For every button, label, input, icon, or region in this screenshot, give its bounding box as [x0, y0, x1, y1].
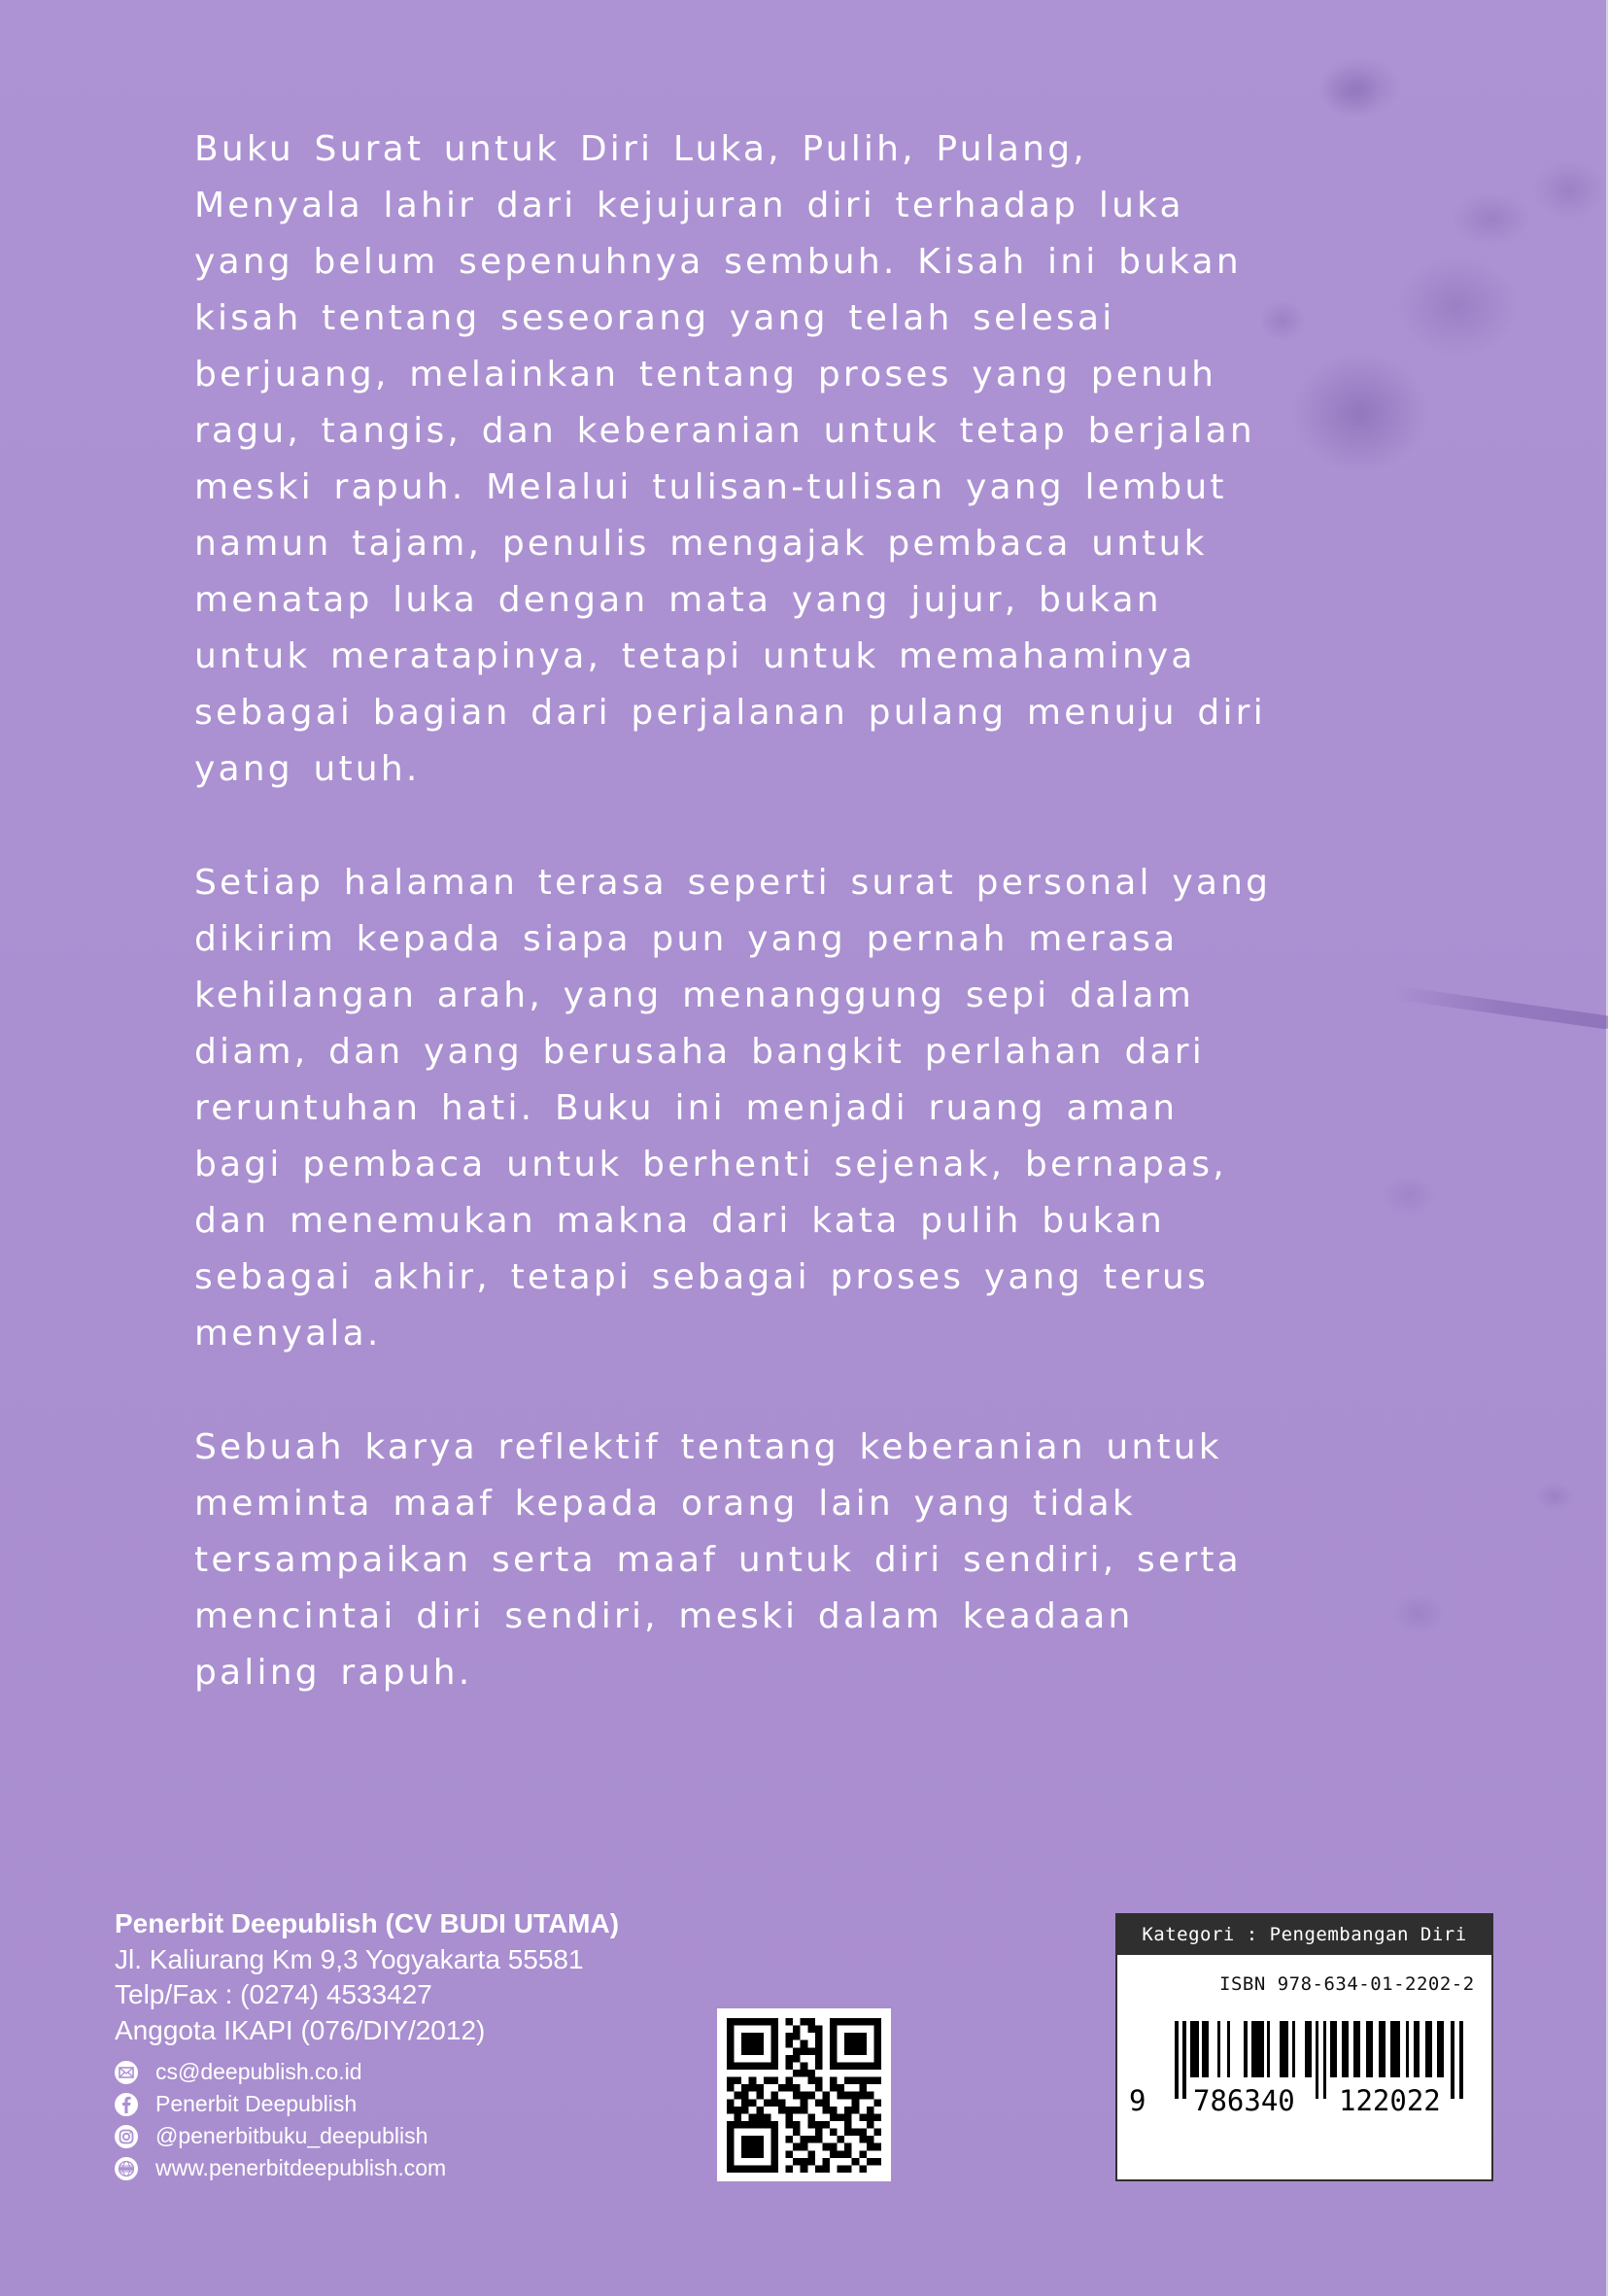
blurb-line: meminta maaf kepada orang lain yang tidak	[194, 1484, 1136, 1524]
blurb-line: namun tajam, penulis mengajak pembaca untuk	[194, 524, 1208, 564]
barcode-left-digits: 786340	[1193, 2084, 1295, 2117]
blurb-line: dikirim kepada siapa pun yang pernah merasa	[194, 919, 1179, 959]
blurb-line: Menyala lahir dari kejujuran diri terhadap luka	[194, 186, 1184, 225]
email-icon	[115, 2061, 138, 2084]
blurb-line: Buku Surat untuk Diri Luka, Pulih, Pulang,	[194, 129, 1087, 169]
contact-instagram[interactable]	[115, 2120, 446, 2152]
isbn-number: ISBN 978-634-01-2202-2	[1219, 1973, 1475, 1995]
qr-code-icon	[727, 2018, 881, 2173]
contact-facebook[interactable]	[115, 2088, 446, 2120]
contact-email[interactable]	[115, 2056, 446, 2088]
blurb-line: reruntuhan hati. Buku ini menjadi ruang aman	[194, 1088, 1179, 1128]
stain-streak	[1389, 985, 1608, 1030]
contact-instagram-text: @penerbitbuku_deepublish	[155, 2123, 428, 2148]
blurb-line: kisah tentang seseorang yang telah selesai	[194, 298, 1115, 338]
facebook-icon	[115, 2093, 138, 2116]
qr-code[interactable]	[717, 2008, 891, 2181]
contact-facebook-text: Penerbit Deepublish	[155, 2091, 358, 2116]
blurb-line: yang utuh.	[194, 749, 421, 789]
blurb-line: kehilangan arah, yang menanggung sepi dalam	[194, 976, 1195, 1015]
globe-www-icon	[115, 2157, 138, 2180]
barcode-right-digits: 122022	[1339, 2084, 1441, 2117]
blurb-line: sebagai bagian dari perjalanan pulang menuju diri	[194, 693, 1266, 733]
blurb-line: berjuang, melainkan tentang proses yang penuh	[194, 355, 1217, 394]
contact-website[interactable]	[115, 2152, 446, 2184]
instagram-icon	[115, 2125, 138, 2148]
publisher-info	[115, 1906, 619, 2048]
publisher-name: Penerbit Deepublish (CV BUDI UTAMA)	[115, 1908, 620, 1938]
blurb-line: Setiap halaman terasa seperti surat personal yang	[194, 863, 1272, 903]
category-label: Kategori : Pengembangan Diri	[1117, 1915, 1491, 1955]
publisher-membership: Anggota IKAPI (076/DIY/2012)	[115, 2014, 486, 2045]
blurb-line: mencintai diri sendiri, meski dalam keadaan	[194, 1596, 1134, 1636]
blurb-line: yang belum sepenuhnya sembuh. Kisah ini bukan	[194, 242, 1242, 282]
isbn-barcode-box	[1115, 1913, 1493, 2181]
publisher-address: Jl. Kaliurang Km 9,3 Yogyakarta 55581	[115, 1943, 584, 1974]
contact-website-text: www.penerbitdeepublish.com	[155, 2155, 447, 2180]
contact-email-text: cs@deepublish.co.id	[155, 2059, 362, 2084]
publisher-contacts	[115, 2056, 446, 2184]
blurb-line: menatap luka dengan mata yang jujur, bukan	[194, 580, 1162, 620]
publisher-phone: Telp/Fax : (0274) 4533427	[115, 1979, 432, 2009]
blurb-line: meski rapuh. Melalui tulisan-tulisan yang lembut	[194, 467, 1227, 507]
blurb-line: untuk meratapinya, tetapi untuk memahaminya	[194, 636, 1196, 676]
blurb-line: bagi pembaca untuk berhenti sejenak, bernapas,	[194, 1145, 1227, 1184]
barcode-first-digit: 9	[1129, 2084, 1146, 2117]
blurb-line: diam, dan yang berusaha bangkit perlahan dari	[194, 1032, 1205, 1072]
blurb-line: tersampaikan serta maaf untuk diri sendiri, serta	[194, 1540, 1242, 1580]
blurb-line: dan menemukan makna dari kata pulih bukan	[194, 1201, 1166, 1241]
blurb-line: sebagai akhir, tetapi sebagai proses yang terus	[194, 1257, 1210, 1297]
blurb-line: menyala.	[194, 1314, 382, 1354]
blurb-line: ragu, tangis, dan keberanian untuk tetap berjalan	[194, 411, 1255, 451]
blurb-line: Sebuah karya reflektif tentang keberanian untuk	[194, 1427, 1222, 1467]
blurb-line: paling rapuh.	[194, 1653, 473, 1693]
